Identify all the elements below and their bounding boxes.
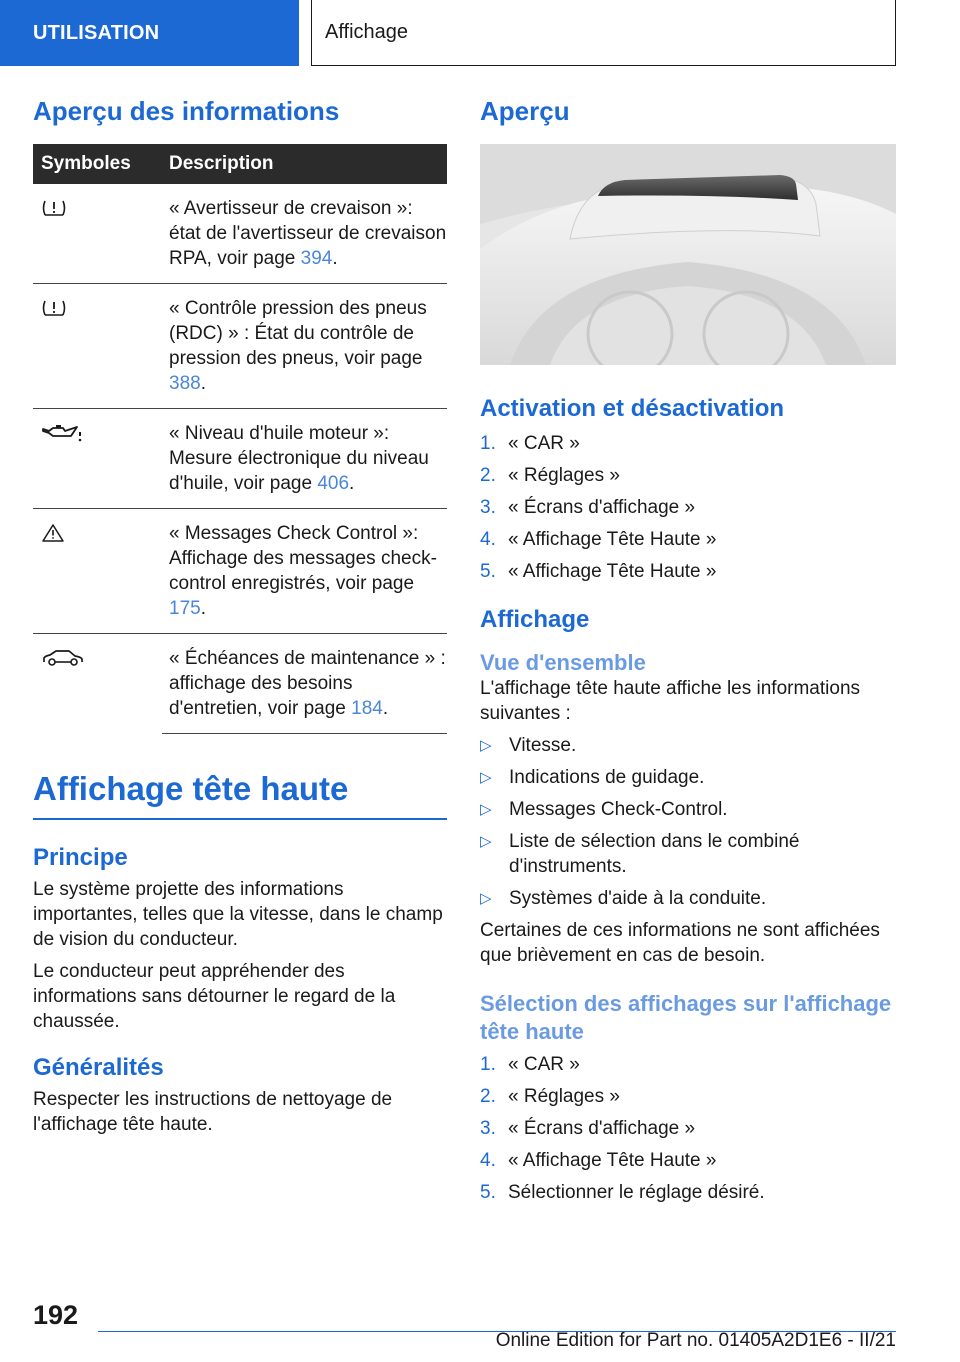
bullet-text: Systèmes d'aide à la conduite. — [509, 888, 767, 910]
title-rule — [33, 818, 447, 820]
table-row — [33, 409, 447, 509]
list-item — [480, 886, 896, 911]
table-row — [33, 284, 447, 409]
list-item — [480, 1116, 896, 1141]
row-text: « Avertisseur de crevaison »: état de l'avertisseur de crevaison RPA, voir page — [169, 198, 447, 270]
step-text: « Affichage Tête Haute » — [508, 528, 717, 550]
activation-title: Activation et désactivation — [480, 395, 785, 423]
step-number: 1. — [480, 1054, 496, 1076]
principle-paragraph-1: Le système projette des informations importantes, telles que la vitesse, dans le champ de vision du conducteur. — [33, 878, 443, 950]
tire-warning-icon — [41, 198, 67, 218]
table-row — [33, 509, 447, 634]
hud-photo — [480, 144, 896, 365]
overview-subtitle: Vue d'ensemble — [480, 649, 646, 675]
step-text: Sélectionner le réglage désiré. — [508, 1182, 765, 1204]
list-item — [480, 495, 896, 520]
bullet-icon: ▷ — [480, 801, 492, 819]
tire-pressure-icon — [41, 298, 67, 318]
step-number: 4. — [480, 528, 496, 550]
row-end: . — [200, 598, 206, 620]
list-item — [480, 829, 896, 879]
list-item — [480, 1084, 896, 1109]
step-number: 2. — [480, 464, 496, 486]
row-text: « Échéances de maintenance » : affichage des besoins d'entretien, voir page — [169, 648, 446, 720]
list-item — [480, 463, 896, 488]
step-text: « Affichage Tête Haute » — [508, 560, 717, 582]
table-row — [33, 184, 447, 284]
overview-title: Aperçu des informations — [33, 96, 340, 126]
bullet-icon: ▷ — [480, 833, 492, 851]
row-end: . — [349, 473, 355, 495]
step-number: 4. — [480, 1150, 496, 1172]
row-end: . — [382, 698, 389, 720]
list-item — [480, 1148, 896, 1173]
edition-note: Online Edition for Part no. 01405A2D1E6 - II/21 — [495, 1330, 896, 1351]
list-item — [480, 527, 896, 552]
row-end: . — [332, 248, 338, 270]
step-number: 5. — [480, 1182, 496, 1204]
affichage-title: Affichage — [480, 605, 590, 633]
bullet-icon: ▷ — [480, 890, 492, 908]
page-link[interactable]: 184 — [351, 698, 383, 720]
bullet-text: Indications de guidage. — [509, 767, 705, 789]
step-number: 3. — [480, 496, 496, 518]
step-text: « Réglages » — [508, 1086, 620, 1108]
page-link[interactable]: 406 — [317, 473, 350, 495]
step-number: 3. — [480, 1118, 496, 1140]
bullet-text: Vitesse. — [509, 735, 577, 757]
activation-steps — [480, 431, 896, 584]
selection-title: Sélection des affichages sur l'affichage tête haute — [480, 991, 892, 1044]
row-text: « Contrôle pression des pneus (RDC) » : État du contrôle de pression des pneus, voir page — [169, 298, 427, 370]
list-item — [480, 559, 896, 584]
section-label: UTILISATION — [33, 21, 160, 44]
step-number: 5. — [480, 560, 496, 582]
page-link[interactable]: 175 — [169, 598, 201, 620]
step-number: 1. — [480, 432, 496, 454]
principle-title: Principe — [33, 844, 128, 872]
bullet-text: Liste de sélection dans le combiné d'instruments. — [509, 831, 800, 878]
hud-title: Affichage tête haute — [33, 770, 349, 808]
note-paragraph: Certaines de ces informations ne sont affichées que brièvement en cas de besoin. — [480, 920, 880, 967]
step-number: 2. — [480, 1086, 496, 1108]
chapter-header — [311, 0, 896, 66]
chapter-label: Affichage — [325, 21, 409, 43]
list-item — [480, 431, 896, 456]
section-tab[interactable] — [0, 0, 299, 66]
selection-steps — [480, 1052, 896, 1205]
overview-paragraph: L'affichage tête haute affiche les informations suivantes : — [480, 678, 861, 725]
oil-can-icon — [41, 423, 83, 445]
row-text: « Niveau d'huile moteur »: Mesure électronique du niveau d'huile, voir page — [169, 423, 429, 495]
list-item — [480, 797, 896, 822]
symbols-header: Symboles — [33, 144, 162, 184]
principle-paragraph-2: Le conducteur peut appréhender des informations sans détourner le regard de la chaussée. — [33, 960, 396, 1032]
general-title: Généralités — [33, 1053, 164, 1081]
info-bullets — [480, 733, 896, 911]
step-text: « Affichage Tête Haute » — [508, 1150, 717, 1172]
general-paragraph: Respecter les instructions de nettoyage de l'affichage tête haute. — [33, 1088, 393, 1135]
hud-illustration — [480, 144, 896, 365]
step-text: « CAR » — [508, 432, 580, 454]
description-header: Description — [162, 144, 447, 184]
bullet-text: Messages Check-Control. — [509, 799, 728, 821]
step-text: « CAR » — [508, 1054, 580, 1076]
list-item — [480, 1052, 896, 1077]
list-item — [480, 733, 896, 758]
apercu-title: Aperçu — [480, 96, 570, 126]
page-link[interactable]: 388 — [169, 373, 201, 395]
step-text: « Écrans d'affichage » — [508, 496, 696, 518]
bullet-icon: ▷ — [480, 769, 492, 787]
page-number: 192 — [33, 1300, 79, 1330]
symbols-table — [33, 144, 447, 734]
table-row — [33, 634, 447, 734]
step-text: « Réglages » — [508, 464, 620, 486]
page-link[interactable]: 394 — [300, 248, 333, 270]
row-text: « Messages Check Control »: Affichage des messages check-control enregistrés, voir page — [169, 523, 437, 595]
right-column — [480, 96, 896, 1205]
list-item — [480, 1180, 896, 1205]
car-service-icon — [41, 648, 85, 668]
row-end: . — [200, 373, 206, 395]
left-column — [33, 96, 447, 1137]
warning-triangle-icon — [41, 523, 65, 543]
bullet-icon: ▷ — [480, 737, 492, 755]
step-text: « Écrans d'affichage » — [508, 1118, 696, 1140]
list-item — [480, 765, 896, 790]
